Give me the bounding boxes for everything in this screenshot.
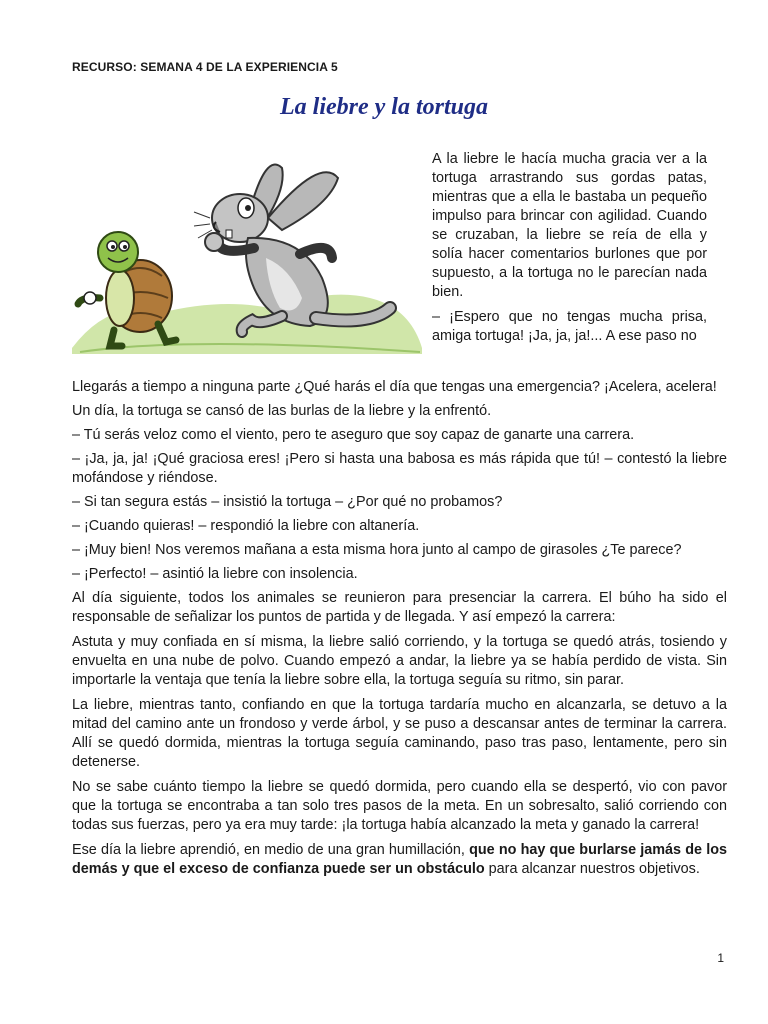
moral-text-start: Ese día la liebre aprendió, en medio de una gran humillación, bbox=[72, 842, 470, 858]
story-paragraph: – ¡Cuando quieras! – respondió la liebre con altanería. bbox=[72, 518, 420, 534]
intro-text bbox=[432, 150, 707, 346]
moral-bold-text: que no hay que burlarse jamás de los demás y que el exceso de confianza puede ser un obstáculo bbox=[72, 842, 727, 877]
story-paragraph: La liebre, mientras tanto, confiando en que la tortuga tardaría mucho en alcanzarla, se detuvo a la mitad del camino ante un frondoso y verde árbol, y se puso a descansar antes de terminar la carrera. Allí se quedó dormida, mientras la tortuga seguía caminando, paso tras paso, lentamente, pero sin detenerse. bbox=[72, 697, 727, 770]
story-paragraph: – ¡Ja, ja, ja! ¡Qué graciosa eres! ¡Pero si hasta una babosa es más rápida que tú! – contestó la liebre mofándose y riéndose. bbox=[72, 451, 727, 486]
story-paragraph: – ¡Muy bien! Nos veremos mañana a esta misma hora junto al campo de girasoles ¿Te parece? bbox=[72, 542, 682, 558]
story-paragraph: Astuta y muy confiada en sí misma, la liebre salió corriendo, y la tortuga se quedó atrás, tosiendo y envuelta en una nube de polvo. Cuando empezó a andar, la liebre ya se había perdido de vista. Sin importarle la ventaja que tenía la liebre sobre ella, la tortuga seguía su ritmo, sin parar. bbox=[72, 634, 727, 688]
story-paragraph: – Si tan segura estás – insistió la tortuga – ¿Por qué no probamos? bbox=[72, 494, 503, 510]
hare-and-turtle-illustration bbox=[70, 148, 424, 360]
story-body bbox=[72, 378, 727, 884]
story-paragraph: – ¡Perfecto! – asintió la liebre con insolencia. bbox=[72, 566, 358, 582]
story-paragraph: Llegarás a tiempo a ninguna parte ¿Qué harás el día que tengas una emergencia? ¡Acelera, acelera! bbox=[72, 379, 717, 395]
story-paragraph: Un día, la tortuga se cansó de las burlas de la liebre y la enfrentó. bbox=[72, 403, 492, 419]
story-paragraph: – Tú serás veloz como el viento, pero te aseguro que soy capaz de ganarte una carrera. bbox=[72, 427, 635, 443]
intro-paragraph: A la liebre le hacía mucha gracia ver a la tortuga arrastrando sus gordas patas, mientras que a ella le bastaba un pequeño impulso para brincar con agilidad. Cuando se cruzaban, la liebre se reía de ella y solía hacer comentarios burlones que por supuesto, a la tortuga no le parecían nada bien. bbox=[432, 151, 707, 300]
intro-paragraph: – ¡Espero que no tengas mucha prisa, amiga tortuga! ¡Ja, ja, ja!... A ese paso no bbox=[432, 309, 707, 344]
resource-header: RECURSO: SEMANA 4 DE LA EXPERIENCIA 5 bbox=[72, 60, 338, 74]
story-paragraph: Al día siguiente, todos los animales se reunieron para presenciar la carrera. El búho ha sido el responsable de señalizar los puntos de partida y de llegada. Y así empezó la carrera: bbox=[72, 590, 727, 625]
moral-paragraph bbox=[72, 841, 727, 879]
moral-text-end: para alcanzar nuestros objetivos. bbox=[484, 861, 700, 877]
page-number: 1 bbox=[717, 951, 724, 965]
story-title: La liebre y la tortuga bbox=[280, 94, 488, 120]
story-paragraph: No se sabe cuánto tiempo la liebre se quedó dormida, pero cuando ella se despertó, vio con pavor que la tortuga se encontraba a tan solo tres pasos de la meta. En un sobresalto, salió corriendo con todas sus fuerzas, pero ya era muy tarde: ¡la tortuga había alcanzado la meta y ganado la carrera! bbox=[72, 779, 727, 833]
